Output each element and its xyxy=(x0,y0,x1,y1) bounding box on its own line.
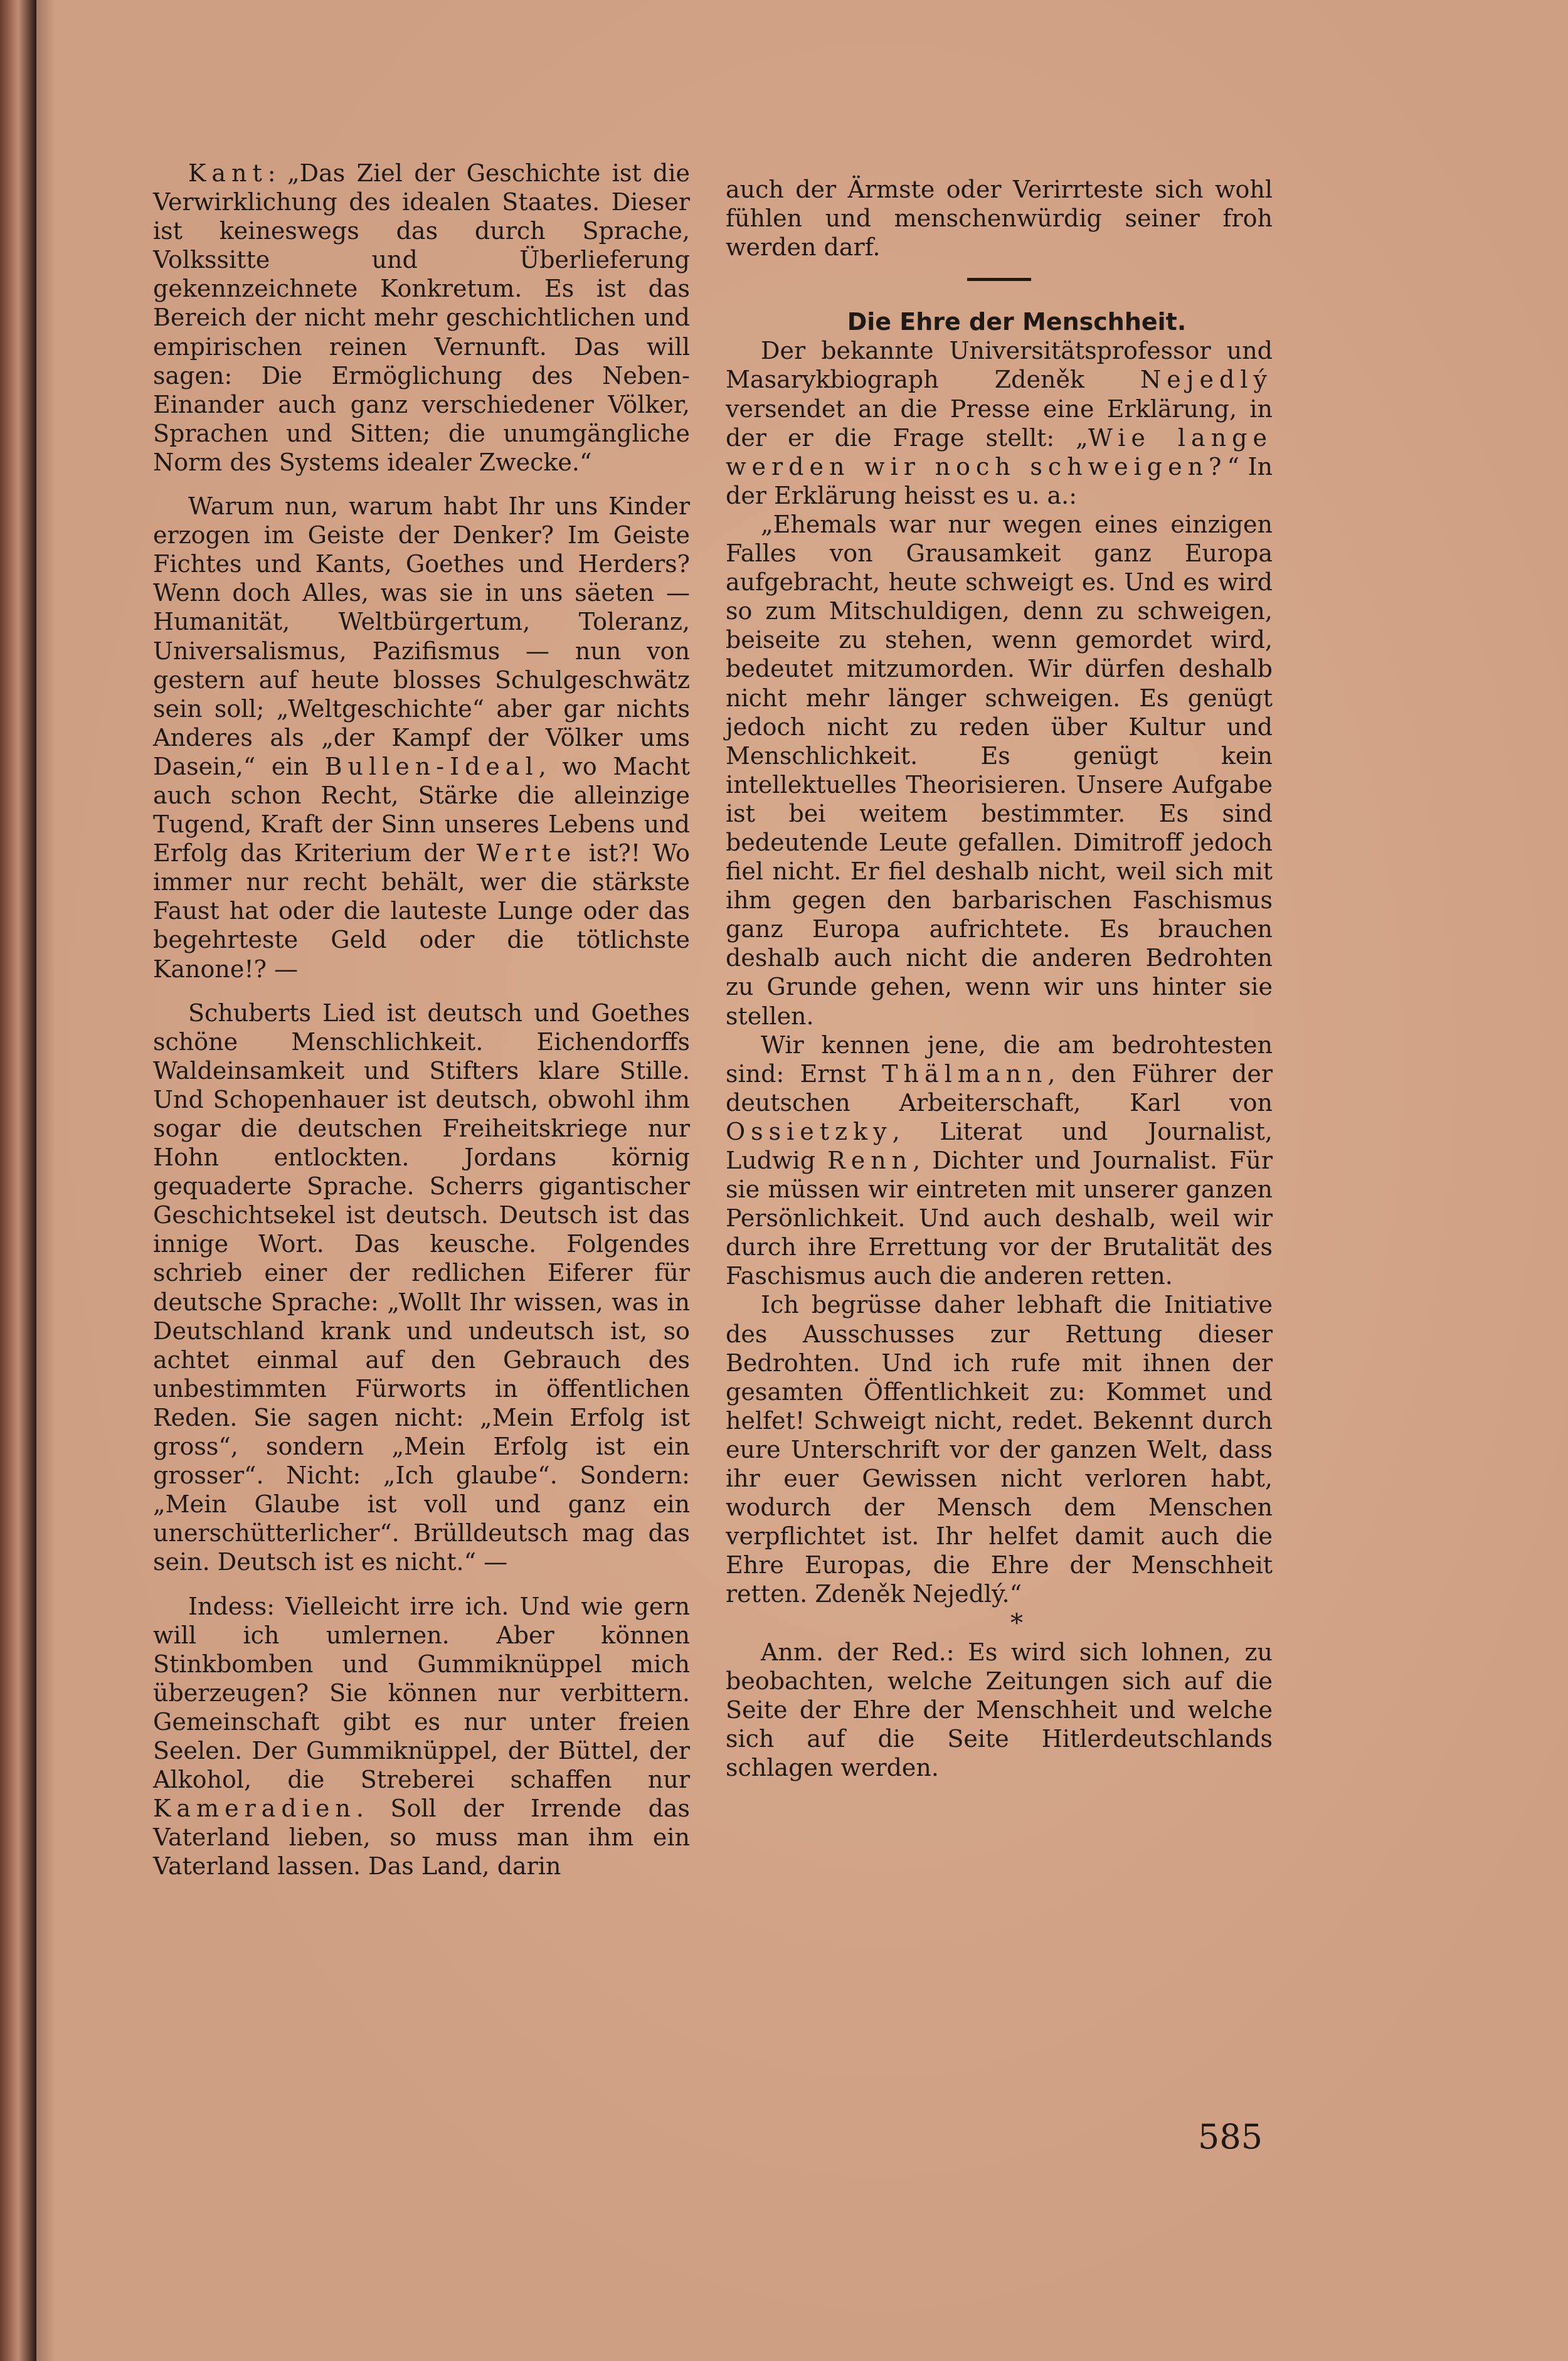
text-run: , wo Macht auch schon Recht, Stärke die alleinzige Tugend, Kraft der Sinn unseres Lebens und Erfolg das Kriterium der xyxy=(153,752,690,867)
text-run: , den Führer der deutschen Arbeiterschaft, Karl von xyxy=(726,1059,1273,1117)
spaced-emphasis: Kameradien xyxy=(153,1795,356,1823)
right-paragraph-2 xyxy=(726,510,1273,1031)
left-paragraph-1 xyxy=(153,159,690,477)
book-spine xyxy=(0,0,36,2361)
text-run: , Dichter und Journalist. Für sie müssen wir eintreten mit unserer ganzen Persönlichkeit. Und auch deshalb, weil wir durch ihre Errettung vor der Brutalität des Faschismus auch die anderen retten. xyxy=(726,1147,1273,1290)
spaced-emphasis: Ossietzky xyxy=(726,1117,893,1145)
spaced-emphasis: Werte xyxy=(476,839,577,867)
left-paragraph-3 xyxy=(153,999,690,1577)
spaced-emphasis: Wie lange werden wir noch schweigen? xyxy=(726,423,1273,480)
right-paragraph-3 xyxy=(726,1031,1273,1291)
text-run: “ In der Erklärung heisst es u. a.: xyxy=(726,452,1273,509)
spaced-emphasis: Renn xyxy=(827,1147,913,1174)
right-continuation: auch der Ärmste oder Verirrteste sich wohl fühlen und menschenwürdig seiner froh werden darf. xyxy=(726,176,1273,262)
section-rule xyxy=(967,278,1031,281)
right-column xyxy=(726,175,1273,1782)
spaced-emphasis: Thälmann xyxy=(882,1059,1048,1088)
text-run: Indess: Vielleicht irre ich. Und wie gern will ich umlernen. Aber können Stinkbomben und Gummiknüppel mich überzeugen? Sie können nur verbittern. Gemeinschaft gibt es nur unter freien Seelen. Der Gummiknüppel, der Büttel, der Alkohol, die Streberei schaffen nur xyxy=(153,1592,690,1794)
page-number: 585 xyxy=(1198,2117,1263,2157)
text-run: . Soll der Irrende das Vaterland lieben, so muss man ihm ein Vaterland lassen. Das Land, darin xyxy=(153,1795,690,1881)
left-paragraph-4 xyxy=(153,1592,690,1881)
text-run: Wir kennen jene, die am bedrohtesten sind: Ernst xyxy=(726,1031,1273,1088)
text-run: Schuberts Lied ist deutsch und Goethes schöne Menschlichkeit. Eichendorffs Waldeinsamkeit und Stifters klare Stille. Und Schopenhauer ist deutsch, obwohl ihm sogar die deutschen Freiheitskriege nur Hohn entlockten. Jordans körnig gequaderte Sprache. Scherrs gigantischer Geschichtsekel ist deutsch. Deutsch ist das innige Wort. Das keusche. Folgendes schrieb einer der redlichen Eiferer für deutsche Sprache: „Wollt Ihr wissen, was in Deutschland krank und undeutsch ist, so achtet einmal auf den Gebrauch des unbestimmten Fürworts in öffentlichen Reden. Sie sagen nicht: „Mein Erfolg ist gross“, sondern „Mein Erfolg ist ein grosser“. Nicht: „Ich glaube“. Sondern: „Mein Glaube ist voll und ganz ein unerschütterlicher“. Brülldeutsch mag das sein. Deutsch ist es nicht.“ — xyxy=(153,999,690,1576)
editor-note: Anm. der Red.: Es wird sich lohnen, zu beobachten, welche Zeitungen sich auf die Seite der Ehre der Menschheit und welche sich auf die Seite Hitlerdeutschlands schlagen werden. xyxy=(726,1638,1273,1781)
text-run: Der bekannte Universitätsprofessor und Masarykbiograph Zdeněk xyxy=(726,337,1273,394)
text-run: „Ehemals war nur wegen eines einzigen Falles von Grausamkeit ganz Europa aufgebracht, heute schweigt es. Und es wird so zum Mitschuldigen, denn zu schweigen, beiseite zu stehen, wenn gemordet wird, bedeutet mitzumorden. Wir dürfen deshalb nicht mehr länger schweigen. Es genügt jedoch nicht zu reden über Kultur und Menschlichkeit. Es genügt kein intellektuelles Theorisieren. Unsere Aufgabe ist bei weitem bestimmter. Es sind bedeutende Leute gefallen. Dimitroff jedoch fiel nicht. Er fiel deshalb nicht, weil sich mit ihm gegen den barbarischen Faschismus ganz Europa aufrichtete. Es brauchen deshalb auch nicht die anderen Bedrohten zu Grunde gehen, wenn wir uns hinter sie stellen. xyxy=(726,510,1273,1030)
left-paragraph-2 xyxy=(153,492,690,984)
text-run: Ich begrüsse daher lebhaft die Initiative des Ausschusses zur Rettung dieser Bedrohten. Und ich rufe mit ihnen der gesamten Öffentlichkeit zu: Kommet und helfet! Schweigt nicht, redet. Bekennt durch eure Unterschrift vor der ganzen Welt, dass ihr euer Gewissen nicht verloren habt, wodurch der Mensch dem Menschen verpflichtet ist. Ihr helfet damit auch die Ehre Europas, die Ehre der Menschheit retten. Zdeněk Nejedlý.“ xyxy=(726,1291,1273,1608)
spaced-emphasis: Bullen-Ideal xyxy=(324,752,539,780)
spaced-emphasis: Kant xyxy=(188,159,268,187)
text-run: versendet an die Presse eine Erklärung, in der er die Frage stellt: „ xyxy=(726,395,1273,452)
text-run: : „Das Ziel der Geschichte ist die Verwirklichung des idealen Staates. Dieser ist keineswegs das durch Sprache, Volkssitte und Überlieferung gekennzeichnete Konkretum. Es ist das Bereich der nicht mehr geschichtlichen und empirischen reinen Vernunft. Das will sagen: Die Ermöglichung des Neben-Einander auch ganz verschiedener Völker, Sprachen und Sitten; die unumgängliche Norm des Systems idealer Zwecke.“ xyxy=(153,159,690,476)
book-page xyxy=(36,0,1568,2361)
left-column xyxy=(153,159,690,1881)
article-heading: Die Ehre der Menschheit. xyxy=(847,308,1187,336)
right-paragraph-4 xyxy=(726,1290,1273,1608)
text-run: ist?! Wo immer nur recht behält, wer die stärkste Faust hat oder die lauteste Lunge oder das begehrteste Geld oder die tötlichste Kanone!? — xyxy=(153,839,690,983)
text-run: Warum nun, warum habt Ihr uns Kinder erzogen im Geiste der Denker? Im Geiste Fichtes und Kants, Goethes und Herders? Wenn doch Alles, was sie in uns säeten — Humanität, Weltbürgertum, Toleranz, Universalismus, Pazifismus — nun von gestern auf heute blosses Schulgeschwätz sein soll; „Weltgeschichte“ aber gar nichts Anderes als „der Kampf der Völker ums Dasein,“ ein xyxy=(153,492,690,780)
spaced-emphasis: Nejedlý xyxy=(1140,366,1273,394)
separator-asterisk: * xyxy=(1010,1608,1023,1638)
text-run: , Literat und Journalist, Ludwig xyxy=(726,1117,1273,1174)
right-paragraph-1 xyxy=(726,336,1273,510)
